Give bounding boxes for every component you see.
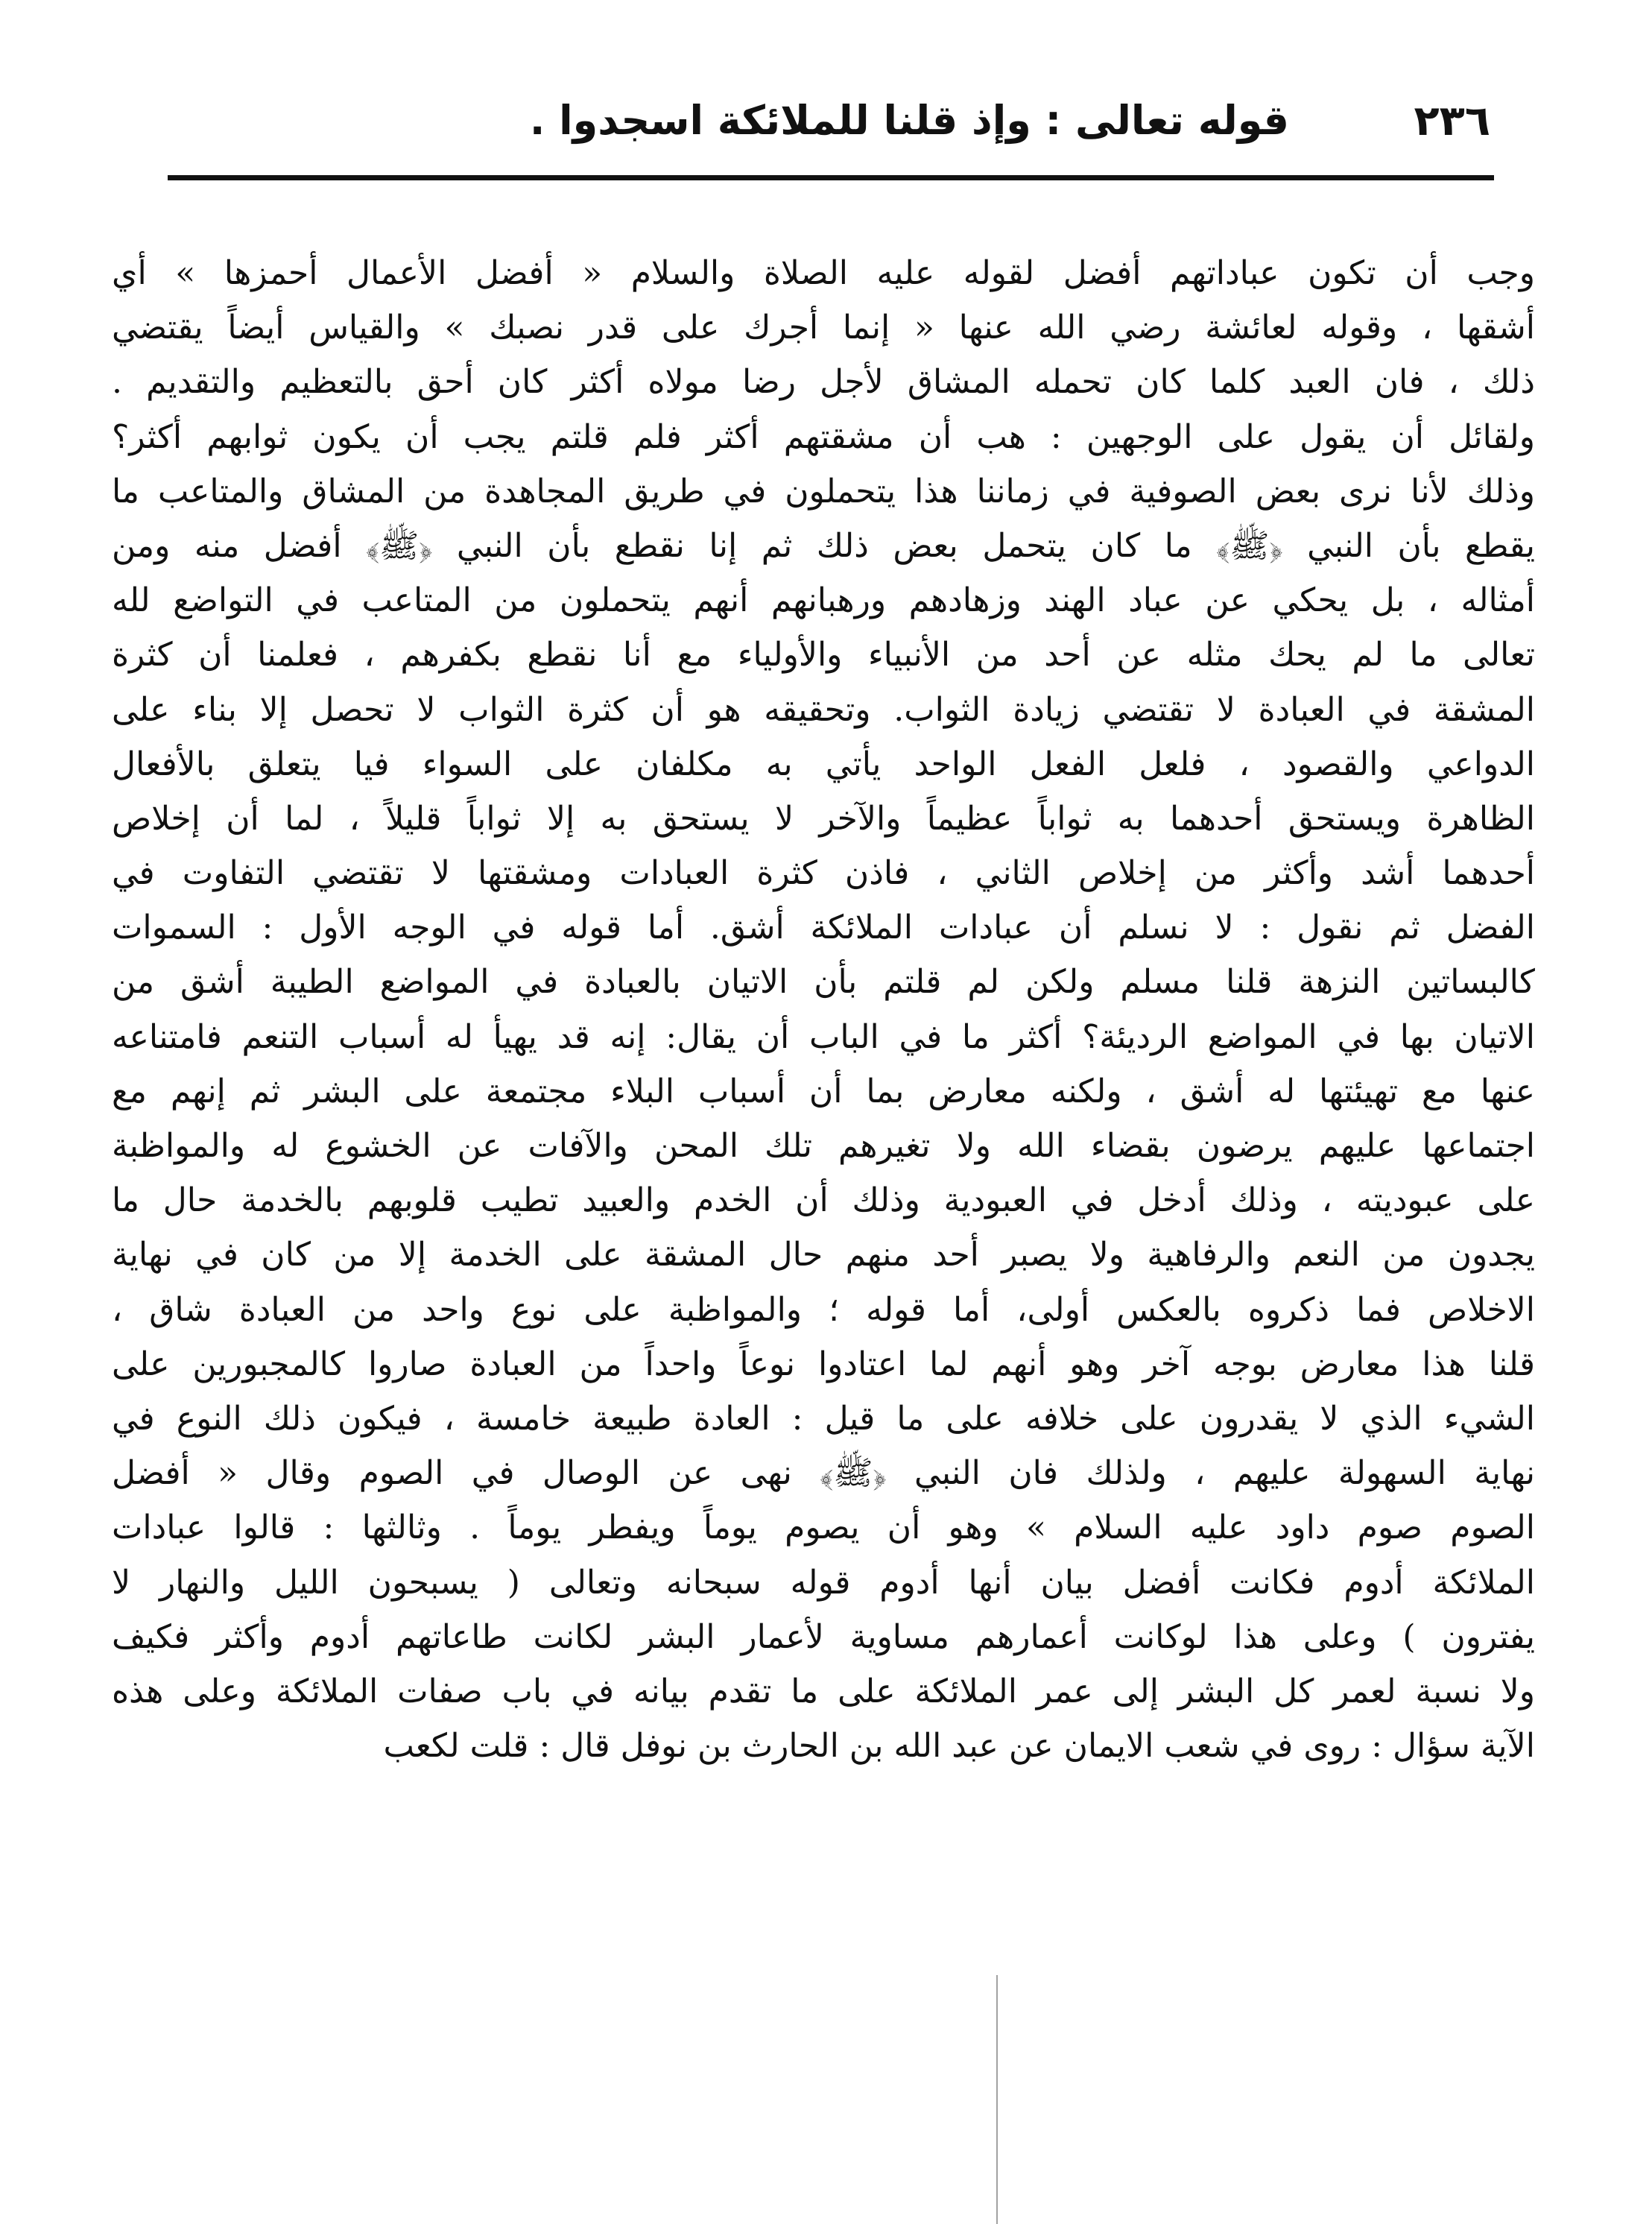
page-number: ٢٣٦	[1414, 97, 1490, 145]
text-line: الاتيان بها في المواضع الرديئة؟ أكثر ما في الباب أن يقال: إنه قد يهيأ له أسباب التنعم فامتناعه	[112, 1017, 1535, 1056]
text-line: وجب أن تكون عباداتهم أفضل لقوله عليه الصلاة والسلام « أفضل الأعمال أحمزها » أي	[112, 254, 1535, 292]
text-line: يجدون من النعم والرفاهية ولا يصبر أحد منهم حال المشقة على الخدمة إلا من كان في نهاية	[112, 1236, 1535, 1274]
text-line: ذلك ، فان العبد كلما كان تحمله المشاق لأجل رضا مولاه أكثر كان أحق بالتعظيم والتقديم .	[112, 363, 1535, 402]
text-line: الاخلاص فما ذكروه بالعكس أولى، أما قوله ؛ والمواظبة على نوع واحد من العبادة شاق ،	[112, 1290, 1535, 1329]
text-line: ولقائل أن يقول على الوجهين : هب أن مشقتهم أكثر فلم قلتم يجب أن يكون ثوابهم أكثر؟	[112, 417, 1535, 456]
body-text	[112, 246, 1535, 1773]
text-line: أحدهما أشد وأكثر من إخلاص الثاني ، فاذن كثرة العبادات ومشقتها لا تقتضي التفاوت في	[112, 854, 1535, 893]
header-rule	[168, 175, 1494, 180]
text-line: الظاهرة ويستحق أحدهما به ثواباً عظيماً والآخر لا يستحق به إلا ثواباً قليلاً ، لما أن إخلاص	[112, 799, 1535, 838]
text-line: وذلك لأنا نرى بعض الصوفية في زماننا هذا يتحملون في طريق المجاهدة من المشاق والمتاعب ما	[112, 472, 1535, 511]
text-line: يقطع بأن النبي ﴿ﷺ﴾ ما كان يتحمل بعض ذلك ثم إنا نقطع بأن النبي ﴿ﷺ﴾ أفضل منه ومن	[112, 526, 1535, 565]
text-line: الملائكة أدوم فكانت أفضل بيان أنها أدوم قوله سبحانه وتعالى ( يسبحون الليل والنهار لا	[112, 1563, 1535, 1602]
text-line: الشيء الذي لا يقدرون على خلافه على ما قيل : العادة طبيعة خامسة ، فيكون ذلك النوع في	[112, 1399, 1535, 1438]
text-line: أشقها ، وقوله لعائشة رضي الله عنها « إنما أجرك على قدر نصبك » والقياس أيضاً يقتضي	[112, 309, 1535, 347]
page-header	[171, 89, 1490, 157]
text-line: تعالى ما لم يحك مثله عن أحد من الأنبياء والأولياء مع أنا نقطع بكفرهم ، فعلمنا أن كثرة	[112, 636, 1535, 675]
text-line: الفضل ثم نقول : لا نسلم أن عبادات الملائكة أشق. أما قوله في الوجه الأول : السموات	[112, 909, 1535, 947]
text-line: أمثاله ، بل يحكي عن عباد الهند وزهادهم ورهبانهم أنهم يتحملون من المتاعب في التواضع لله	[112, 581, 1535, 620]
text-line: الدواعي والقصود ، فلعل الفعل الواحد يأتي به مكلفان على السواء فيا يتعلق بالأفعال	[112, 745, 1535, 783]
running-title: قوله تعالى : وإذ قلنا للملائكة اسجدوا .	[529, 97, 1289, 144]
text-line: المشقة في العبادة لا تقتضي زيادة الثواب. وتحقيقه هو أن كثرة الثواب لا تحصل إلا بناء على	[112, 690, 1535, 729]
text-line: الآية سؤال : روى في شعب الايمان عن عبد الله بن الحارث بن نوفل قال : قلت لكعب	[383, 1727, 1535, 1766]
text-line: عنها مع تهيئتها له أشق ، ولكنه معارض بما أن أسباب البلاء مجتمعة على البشر ثم إنهم مع	[112, 1072, 1535, 1111]
text-line: الصوم صوم داود عليه السلام » وهو أن يصوم يوماً ويفطر يوماً . وثالثها : قالوا عبادات	[112, 1509, 1535, 1547]
text-line: نهاية السهولة عليهم ، ولذلك فان النبي ﴿ﷺ﴾ نهى عن الوصال في الصوم وقال « أفضل	[112, 1454, 1535, 1493]
text-line: يفترون ) وعلى هذا لوكانت أعمارهم مساوية لأعمار البشر لكانت طاعاتهم أدوم وأكثر فكيف	[112, 1617, 1535, 1656]
text-line: ولا نسبة لعمر كل البشر إلى عمر الملائكة على ما تقدم بيانه في باب صفات الملائكة وعلى هذه	[112, 1672, 1535, 1710]
text-line: اجتماعها عليهم يرضون بقضاء الله ولا تغيرهم تلك المحن والآفات عن الخشوع له والمواظبة	[112, 1127, 1535, 1165]
text-line: على عبوديته ، وذلك أدخل في العبودية وذلك أن الخدم والعبيد تطيب قلوبهم بالخدمة حال ما	[112, 1181, 1535, 1220]
text-line: قلنا هذا معارض بوجه آخر وهو أنهم لما اعتادوا نوعاً واحداً من العبادة صاروا كالمجبورين على	[112, 1345, 1535, 1383]
scan-artifact-line	[996, 1975, 998, 2224]
text-line: كالبساتين النزهة قلنا مسلم ولكن لم قلتم بأن الاتيان بالعبادة في المواضع الطيبة أشق من	[112, 963, 1535, 1002]
